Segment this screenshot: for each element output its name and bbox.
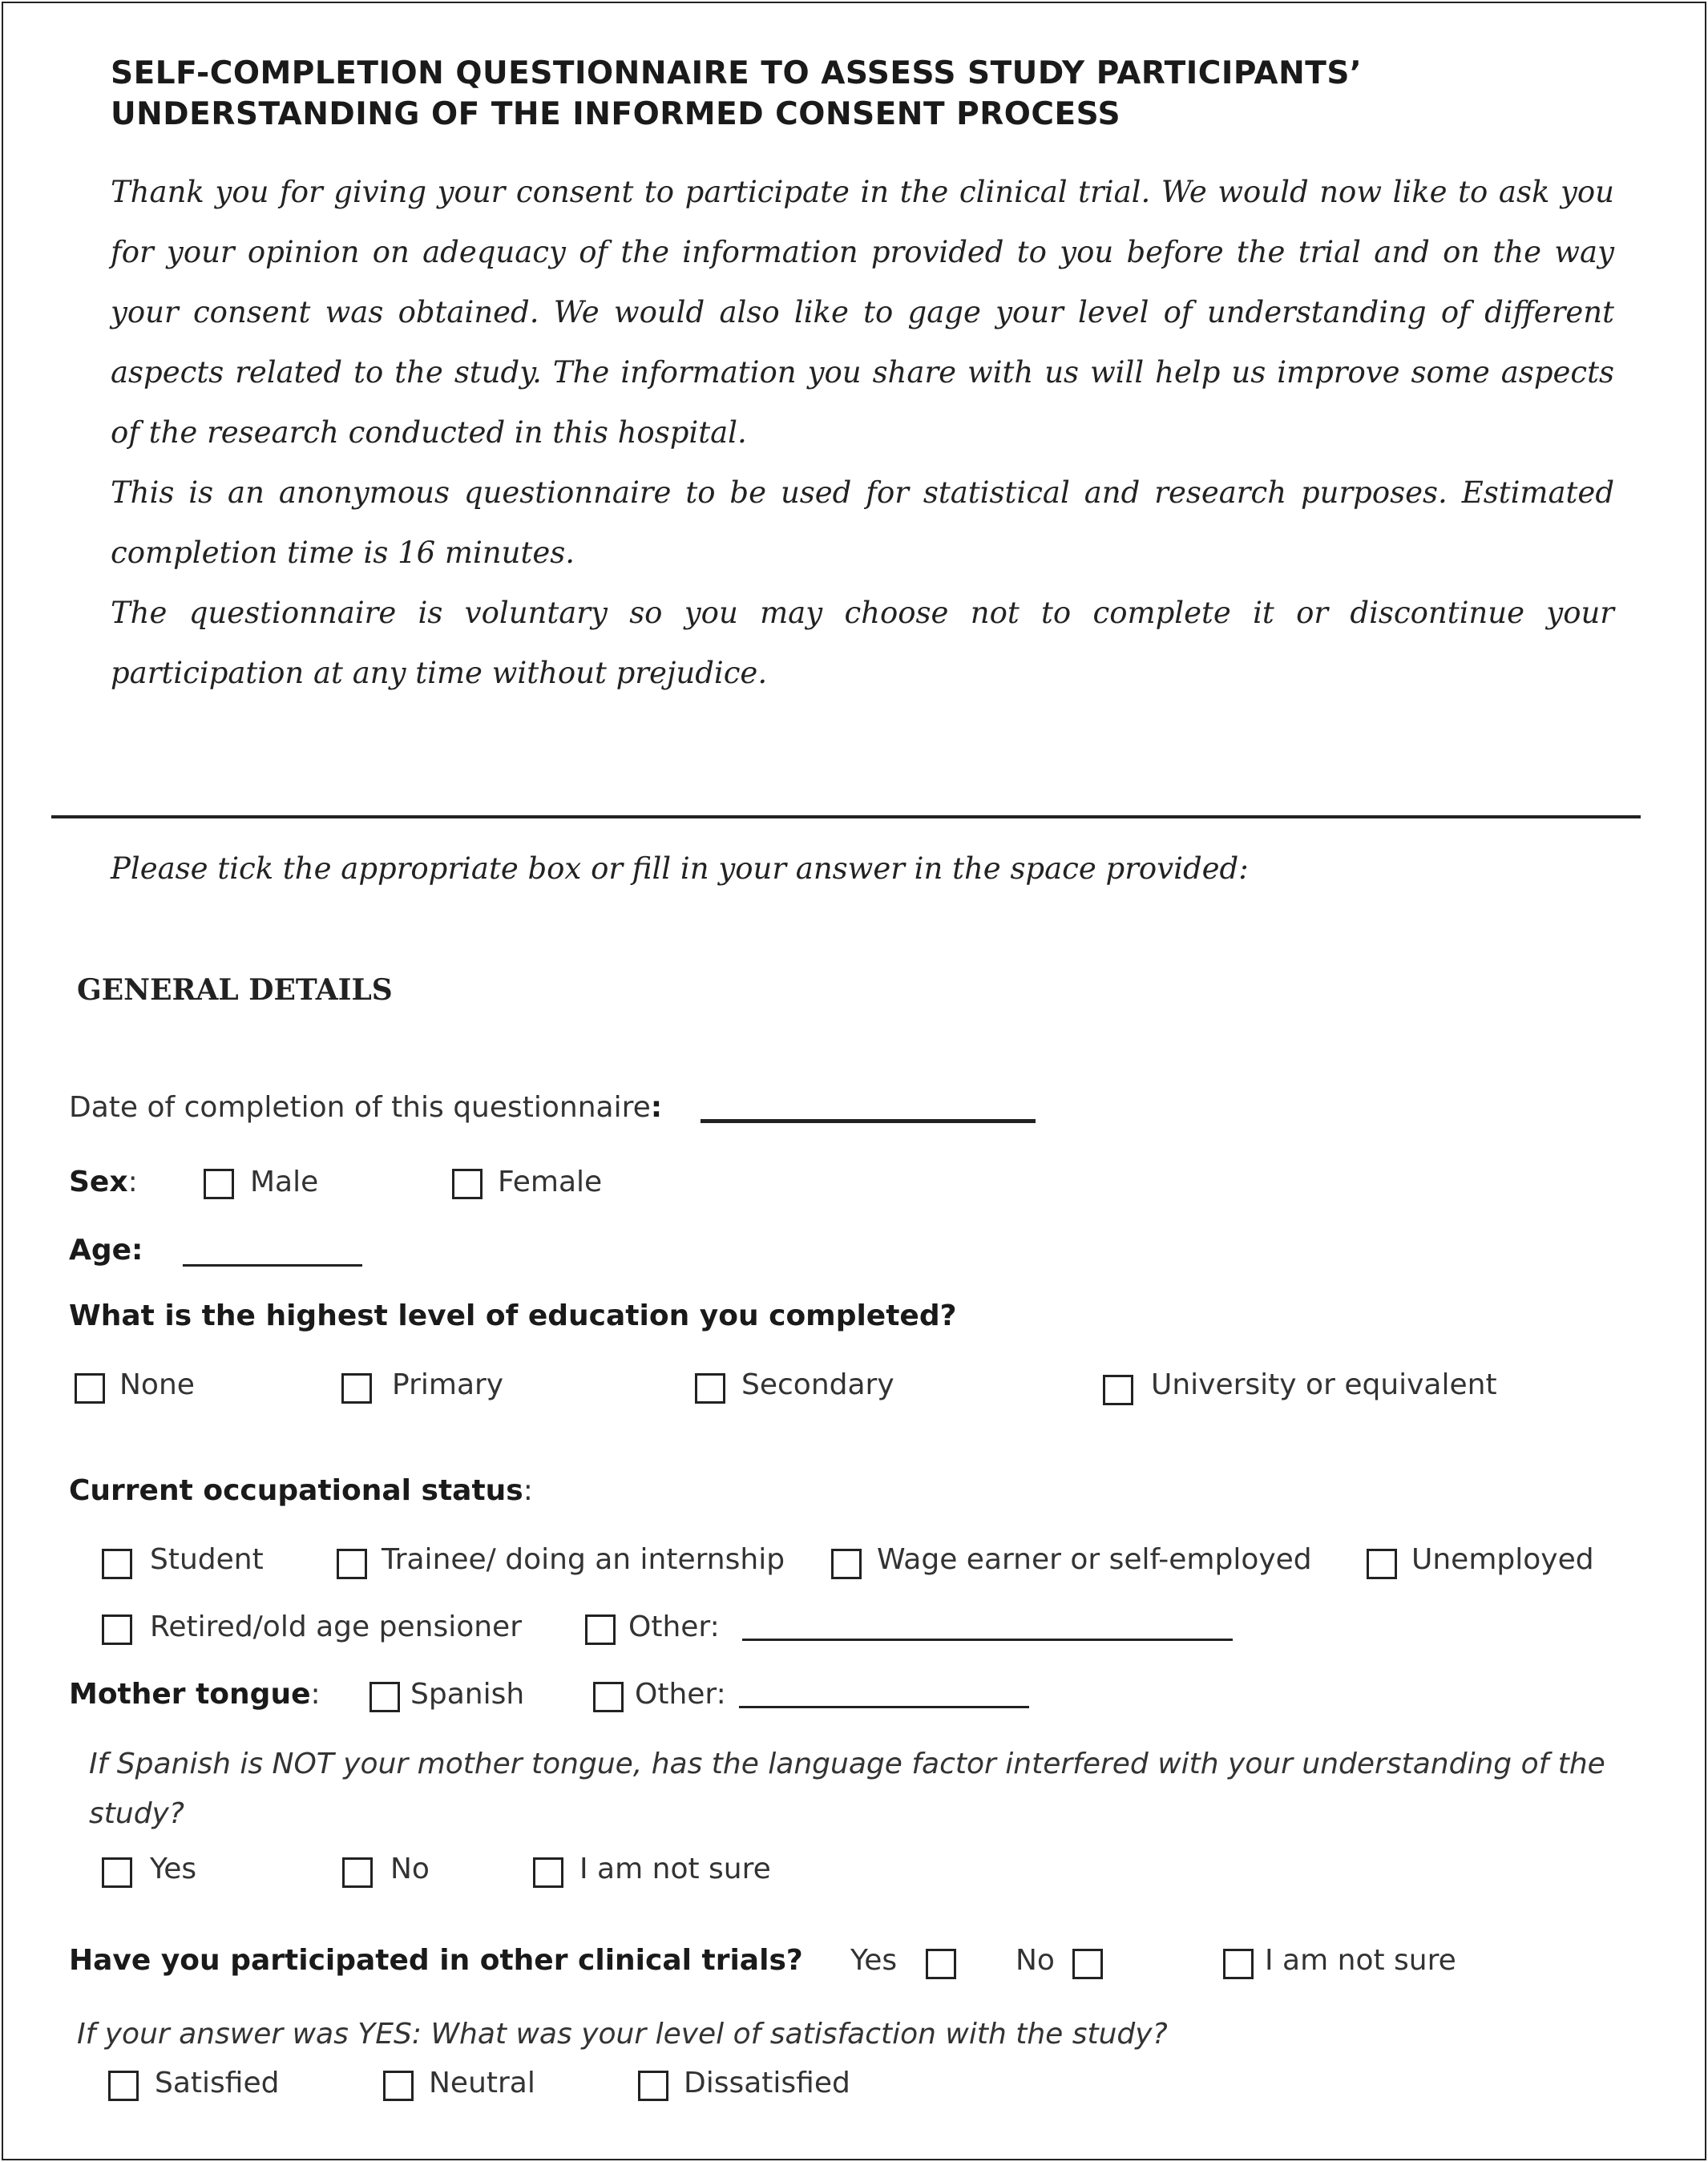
- education-none-checkbox[interactable]: [75, 1373, 105, 1404]
- intro-paragraph-3: The questionnaire is voluntary so you may choose not to complete it or discontinue your participation at any time without prejudice.: [111, 596, 1614, 690]
- occupation-trainee-label: Trainee/ doing an internship: [382, 1543, 785, 1576]
- mother-tongue-other-input-line[interactable]: [739, 1706, 1029, 1708]
- education-university-label: University or equivalent: [1151, 1368, 1497, 1401]
- occupation-other-input-line[interactable]: [742, 1639, 1233, 1641]
- date-input-line[interactable]: [701, 1119, 1036, 1123]
- intro-paragraph-2: This is an anonymous questionnaire to be used for statistical and research purposes. Estimated completion time is 16 minutes.: [111, 475, 1614, 570]
- occupation-unemployed-label: Unemployed: [1411, 1543, 1594, 1576]
- occupation-unemployed-checkbox[interactable]: [1367, 1549, 1397, 1579]
- language-factor-yes-label: Yes: [150, 1853, 197, 1885]
- date-label: Date of completion of this questionnaire:: [69, 1091, 663, 1124]
- occupation-label: Current occupational status:: [69, 1474, 533, 1507]
- title-line-1: SELF-COMPLETION QUESTIONNAIRE TO ASSESS STUDY PARTICIPANTS’: [111, 55, 1363, 91]
- other-trials-no-checkbox[interactable]: [1072, 1949, 1103, 1979]
- sex-female-checkbox[interactable]: [452, 1169, 483, 1199]
- intro-paragraph-1: Thank you for giving your consent to participate in the clinical trial. We would now like to ask you for your opinion on adequacy of the information provided to you before the trial and on the way your consent was obtained. We would also like to gage your level of understanding of different aspects related to the study. The information you share with us will help us improve some aspects of the research conducted in this hospital.: [111, 175, 1614, 450]
- other-trials-not-sure-label: I am not sure: [1265, 1944, 1456, 1977]
- language-factor-question-line-2: study?: [89, 1797, 184, 1830]
- occupation-retired-label: Retired/old age pensioner: [150, 1610, 522, 1643]
- satisfaction-satisfied-label: Satisfied: [155, 2067, 280, 2099]
- sex-male-checkbox[interactable]: [204, 1169, 234, 1199]
- section-divider: [51, 815, 1641, 818]
- other-trials-no-label: No: [1016, 1944, 1055, 1977]
- education-primary-label: Primary: [392, 1368, 504, 1401]
- occupation-student-label: Student: [150, 1543, 264, 1576]
- satisfaction-neutral-checkbox[interactable]: [383, 2071, 414, 2101]
- satisfaction-question: If your answer was YES: What was your level of satisfaction with the study?: [77, 2018, 1168, 2051]
- occupation-other-label: Other:: [628, 1610, 720, 1643]
- occupation-trainee-checkbox[interactable]: [337, 1549, 367, 1579]
- other-trials-yes-checkbox[interactable]: [926, 1949, 956, 1979]
- language-factor-no-checkbox[interactable]: [342, 1857, 373, 1888]
- occupation-retired-checkbox[interactable]: [102, 1614, 132, 1645]
- education-question: What is the highest level of education you completed?: [69, 1299, 957, 1332]
- language-factor-not-sure-checkbox[interactable]: [533, 1857, 563, 1888]
- mother-tongue-spanish-checkbox[interactable]: [369, 1682, 400, 1712]
- satisfaction-neutral-label: Neutral: [429, 2067, 535, 2099]
- other-trials-not-sure-checkbox[interactable]: [1223, 1949, 1254, 1979]
- section-heading-general-details: GENERAL DETAILS: [77, 973, 393, 1007]
- occupation-other-checkbox[interactable]: [585, 1614, 616, 1645]
- sex-male-label: Male: [250, 1166, 319, 1198]
- education-university-checkbox[interactable]: [1103, 1375, 1133, 1405]
- satisfaction-satisfied-checkbox[interactable]: [108, 2071, 139, 2101]
- age-input-line[interactable]: [183, 1264, 362, 1267]
- language-factor-not-sure-label: I am not sure: [579, 1853, 771, 1885]
- education-secondary-label: Secondary: [741, 1368, 894, 1401]
- questionnaire-page: [2, 2, 1706, 2160]
- sex-female-label: Female: [498, 1166, 603, 1198]
- sex-label: Sex:: [69, 1166, 138, 1198]
- occupation-wage-earner-label: Wage earner or self-employed: [877, 1543, 1312, 1576]
- instruction-text: Please tick the appropriate box or fill in your answer in the space provided:: [111, 851, 1249, 886]
- intro-text: [111, 162, 1614, 703]
- education-secondary-checkbox[interactable]: [695, 1373, 725, 1404]
- mother-tongue-spanish-label: Spanish: [410, 1678, 525, 1711]
- mother-tongue-other-checkbox[interactable]: [593, 1682, 624, 1712]
- education-none-label: None: [119, 1368, 195, 1401]
- satisfaction-dissatisfied-label: Dissatisfied: [684, 2067, 850, 2099]
- other-trials-yes-label: Yes: [850, 1944, 898, 1977]
- education-primary-checkbox[interactable]: [341, 1373, 372, 1404]
- satisfaction-dissatisfied-checkbox[interactable]: [638, 2071, 668, 2101]
- occupation-wage-earner-checkbox[interactable]: [831, 1549, 862, 1579]
- language-factor-yes-checkbox[interactable]: [102, 1857, 132, 1888]
- title-line-2: UNDERSTANDING OF THE INFORMED CONSENT PROCESS: [111, 96, 1121, 132]
- age-label: Age:: [69, 1234, 143, 1267]
- page-title: [111, 53, 1633, 135]
- other-trials-question: Have you participated in other clinical trials?: [69, 1944, 803, 1977]
- mother-tongue-label: Mother tongue:: [69, 1678, 321, 1711]
- language-factor-question-line-1: If Spanish is NOT your mother tongue, has the language factor interfered with your understanding of the: [89, 1748, 1605, 1780]
- language-factor-no-label: No: [390, 1853, 430, 1885]
- occupation-student-checkbox[interactable]: [102, 1549, 132, 1579]
- mother-tongue-other-label: Other:: [635, 1678, 726, 1711]
